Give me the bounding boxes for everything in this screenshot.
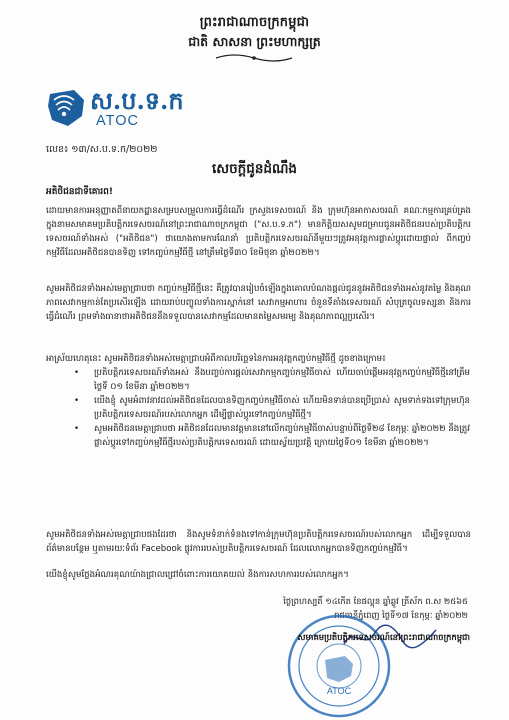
salutation: អតិថិជនជាទីគោរព! — [46, 187, 113, 197]
national-motto: ជាតិ សាសនា ព្រះមហាក្សត្រ — [188, 34, 321, 49]
paragraph-schedule-lead: អាស្រ័យហេតុនេះ សូមអតិថិជនទាំងអស់មេត្តាជ្រាបអំពីកាលបរិច្ឆេទនៃការអនុវត្តកញ្ចប់កម្មវិធីថ្មី ដូចខាងក្រោម៖ — [46, 354, 386, 364]
logo-map-icon — [44, 86, 88, 130]
signer-organization: សមាគមប្រតិបត្តិករទេសចរណ៍នៅព្រះរាជាណាចក្រកម្ពុជា — [297, 632, 470, 642]
paragraph-package-info: សូមអតិថិជនទាំងអស់មេត្តាជ្រាបថា កញ្ចប់កម្មវិធីថ្មីនេះ គឺត្រូវបានរៀបចំឡើងក្នុងគោលបំណងផ្ដល់ជូននូវអតិថិជនទាំងអស់នូវតម្លៃ និងគុណភាពសេវាកម្មកាន់តែប្រសើរឡើង ដោយរាប់បញ្ចូលទាំងការស្នាក់នៅ សេវាកម្មអាហារ ចំនួនទីតាំងទេសចរណ៍ សំបុត្រចូលទស្សនា និងការធ្វើដំណើរ ព្រមទាំងធានាថាអតិថិជននឹងទទួលបានសេវាកម្មដែលមានតម្លៃសមរម្យ និងគុណភាពល្អប្រសើរ។ — [46, 284, 471, 322]
stamp-text: ATOC — [326, 686, 352, 696]
kingdom-heading: ព្រះរាជាណាចក្រកម្ពុជា — [199, 15, 310, 30]
bullet-marker: • — [74, 396, 80, 406]
schedule-list — [74, 366, 470, 450]
list-item — [74, 394, 470, 422]
list-item-text: យើងខ្ញុំ សូមអំពាវនាវដល់អតិថិជនដែលបានទិញកញ្ចប់កម្មវិធីចាស់ ហើយមិនទាន់បានប្រើប្រាស់ សូមទាក់ទងទៅក្រុមហ៊ុនប្រតិបត្តិករទេសចរណ៍របស់លោកអ្នក ដើម្បីផ្លាស់ប្ដូរទៅកញ្ចប់កម្មវិធីថ្មី។ — [94, 396, 470, 420]
list-item — [74, 422, 470, 450]
list-item — [74, 366, 470, 394]
list-item-text: សូមអតិថិជនមេត្តាជ្រាបថា អតិថិជនដែលមានវត្តមាននៅលើកញ្ចប់កម្មវិធីចាស់បន្ទាប់ពីថ្ងៃទី២៨ ខែកុម្ភៈ ឆ្នាំ២០២២ នឹងត្រូវផ្លាស់ប្ដូរទៅកញ្ចប់កម្មវិធីថ្មីរបស់ប្រតិបត្តិករទេសចរណ៍ ដោយស្វ័យប្រវត្តិ ក្រោយថ្ងៃទី០១ ខែមីនា ឆ្នាំ២០២២។ — [94, 424, 470, 448]
atoc-logo — [44, 86, 204, 132]
list-item-text: ប្រតិបត្តិករទេសចរណ៍ទាំងអស់ នឹងបញ្ចប់ការផ្ដល់សេវាកម្មកញ្ចប់កម្មវិធីចាស់ ហើយចាប់ផ្ដើមអនុវត្តកញ្ចប់កម្មវិធីថ្មីនៅត្រឹមថ្ងៃទី ០១ ខែមីនា ឆ្នាំ២០២២។ — [94, 368, 470, 392]
reference-number: លេខ៖ ១៣/ស.ប.ទ.ក/២០២២ — [46, 144, 158, 155]
paragraph-intro: ដោយមានការអនុញ្ញាតពីនាយកដ្ឋានសម្របសម្រួលការធ្វើដំណើរ ក្រសួងទេសចរណ៍ និង ក្រុមហ៊ុនអាកាសចរណ៍ គណៈកម្មការគ្រប់គ្រងក្នុងនាមសមាគមប្រតិបត្តិករទេសចរណ៍នៅព្រះរាជាណាចក្រកម្ពុជា ("ស.ប.ទ.ក") មានកិត្តិយសសូមជម្រាបជូនអតិថិជនរបស់ប្រតិបត្តិករទេសចរណ៍ទាំងអស់ ("អតិថិជន") ថាយោងតាមការណែនាំ ប្រតិបត្តិករទេសចរណ៍នីមួយៗត្រូវអនុវត្តការផ្លាស់ប្ដូរដោយផ្ទាល់ ពីកញ្ចប់កម្មវិធីដែលអតិថិជនបានទិញ ទៅកញ្ចប់កម្មវិធីថ្មី នៅត្រឹមថ្ងៃទី៣០ ខែមិថុនា ឆ្នាំ២០២២។ — [46, 206, 471, 258]
paragraph-contact: សូមអតិថិជនទាំងអស់មេត្តាជ្រាបផងដែរថា និងសូមទំនាក់ទំនងទៅកាន់ក្រុមហ៊ុនប្រតិបត្តិករទេសចរណ៍របស់លោកអ្នក ដើម្បីទទួលបានព័ត៌មានបន្ថែម ឬតាមរយៈទំព័រ Facebook ផ្លូវការរបស់ប្រតិបត្តិករទេសចរណ៍ ដែលលោកអ្នកបានទិញកញ្ចប់កម្មវិធី។ — [46, 530, 471, 554]
solar-date: រាជធានីភ្នំពេញ ថ្ងៃទី១៧ ខែកុម្ភៈ ឆ្នាំ២០២២ — [334, 610, 468, 620]
paragraph-thanks: យើងខ្ញុំសូមថ្លែងអំណរគុណយ៉ាងជ្រាលជ្រៅចំពោះការយោគយល់ និងការសហការរបស់លោកអ្នក។ — [46, 570, 349, 580]
logo-english-text: ATOC — [96, 113, 139, 129]
lunar-date: ថ្ងៃព្រហស្បតិ៍ ១៤កើត ខែផល្គុន ឆ្នាំឆ្លូវ ត្រីស័ក ព.ស ២៥៦៥ — [283, 596, 468, 606]
decorative-ornament — [214, 52, 294, 64]
document-title: សេចក្ដីជូនដំណឹង — [211, 161, 298, 177]
logo-khmer-text: ស.ប.ទ.ក — [90, 86, 184, 115]
bullet-marker: • — [74, 424, 80, 434]
bullet-marker: • — [74, 368, 80, 378]
